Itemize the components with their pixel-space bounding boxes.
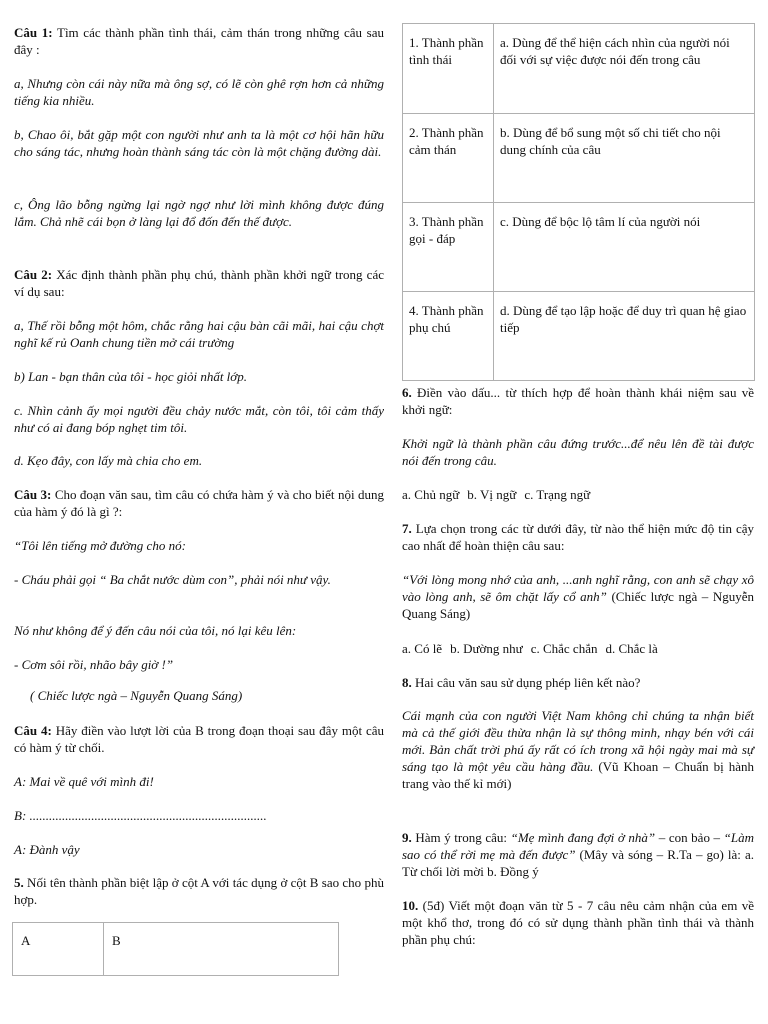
- option-b: b. Vị ngữ: [467, 487, 517, 502]
- question-7-options: [402, 640, 754, 657]
- question-9: [402, 829, 754, 880]
- option-d: d. Chắc là: [605, 641, 658, 656]
- question-3-line-4: - Cơm sôi rồi, nhão bây giờ !”: [14, 657, 174, 672]
- question-6: [402, 384, 754, 418]
- question-8-text: Hai câu văn sau sử dụng phép liên kết nào?: [411, 675, 641, 690]
- question-7-text: Lựa chọn trong các từ dưới đây, từ nào thể hiện mức độ tin cậy cao nhất để hoàn thiện câu sau:: [402, 521, 754, 553]
- option-a: a. Chủ ngữ: [402, 487, 460, 502]
- table-cell-function: a. Dùng để thể hiện cách nhìn của người nói đối với sự việc được nói đến trong câu: [494, 24, 755, 114]
- question-2: [14, 266, 384, 300]
- question-3-line-1: “Tôi lên tiếng mở đường cho nó:: [14, 538, 186, 553]
- question-3-line-2: - Cháu phải gọi “ Ba chắt nước dùm con”, phải nói như vậy.: [14, 572, 331, 587]
- question-4-text: Hãy điền vào lượt lời của B trong đoạn thoại sau đây một câu có hàm ý từ chối.: [14, 723, 384, 755]
- question-8-quote: [402, 707, 754, 792]
- question-4: [14, 722, 384, 756]
- table-cell-component: 2. Thành phần cảm thán: [403, 114, 494, 203]
- option-b: b. Dường như: [450, 641, 523, 656]
- question-1-text: Tìm các thành phần tình thái, cảm thán trong những câu sau đây :: [14, 25, 385, 57]
- question-9-text-3: (Mây và sóng – R.Ta – go) là: a. Từ chối lời mời b. Đồng ý: [402, 847, 754, 879]
- question-8-source: (Vũ Khoan – Chuẩn bị hành trang vào thế kỉ mới): [402, 759, 755, 791]
- table-row: [403, 24, 755, 114]
- question-9-quote-2: “Làm sao có thể rời mẹ mà đến được”: [402, 830, 754, 862]
- question-3-text: Cho đoạn văn sau, tìm câu có chứa hàm ý và cho biết nội dung của hàm ý đó là gì ?:: [14, 487, 384, 519]
- question-2-item-b: b) Lan - bạn thân của tôi - học giỏi nhất lớp.: [14, 369, 247, 384]
- question-6-options: [402, 486, 754, 503]
- question-8: [402, 674, 754, 691]
- option-c: c. Trạng ngữ: [524, 487, 591, 502]
- question-7-quote: [402, 571, 754, 622]
- option-a: a. Có lẽ: [402, 641, 443, 656]
- question-3-source: ( Chiếc lược ngà – Nguyễn Quang Sáng): [30, 688, 243, 703]
- question-10: [402, 897, 754, 948]
- table-row: [403, 203, 755, 292]
- question-4-line-a: A: Mai về quê với mình đi!: [14, 774, 154, 789]
- question-9-quote-1: “Mẹ mình đang đợi ở nhà”: [510, 830, 656, 845]
- table-cell-component: 3. Thành phần gọi - đáp: [403, 203, 494, 292]
- question-9-text-1: Hàm ý trong câu:: [411, 830, 511, 845]
- question-1-item-b: b, Chao ôi, bắt gặp một con người như anh ta là một cơ hội hãn hữu cho sáng tác, nhưng hoàn thành sáng tác còn là một chặng đường dài.: [14, 127, 384, 159]
- question-5-label: 5.: [14, 875, 24, 890]
- question-7-label: 7.: [402, 521, 412, 536]
- question-1-item-c: c, Ông lão bỗng ngừng lại ngờ ngợ như lời mình không được đúng lắm. Chả nhẽ cái bọn ở làng lại đổ đốn đến thế được.: [14, 197, 384, 229]
- question-2-item-d: d. Kẹo đây, con lấy mà chia cho em.: [14, 453, 203, 468]
- question-1: [14, 24, 384, 58]
- question-10-label: 10.: [402, 898, 419, 913]
- question-3-line-3: Nó như không để ý đến câu nói của tôi, nó lại kêu lên:: [14, 623, 297, 638]
- question-9-text-2: – con bảo –: [655, 830, 724, 845]
- question-7: [402, 520, 754, 554]
- question-4-line-a2: A: Đành vậy: [14, 842, 80, 857]
- table-row: [403, 292, 755, 381]
- question-2-label: Câu 2:: [14, 267, 53, 282]
- question-2-text: Xác định thành phần phụ chú, thành phần khởi ngữ trong các ví dụ sau:: [14, 267, 384, 299]
- ab-table-header-row: [13, 923, 339, 976]
- question-1-item-a: a, Nhưng còn cái này nữa mà ông sợ, có lẽ còn ghê rợn hơn cả những tiếng kia nhiều.: [14, 76, 384, 108]
- question-6-label: 6.: [402, 385, 412, 400]
- table-cell-component: 4. Thành phần phụ chú: [403, 292, 494, 381]
- table-row: [403, 114, 755, 203]
- table-cell-function: d. Dùng để tạo lập hoặc để duy trì quan hệ giao tiếp: [494, 292, 755, 381]
- question-6-definition: Khởi ngữ là thành phần câu đứng trước...để nêu lên đề tài được nói đến trong câu.: [402, 436, 754, 468]
- question-9-label: 9.: [402, 830, 412, 845]
- matching-table: [402, 23, 755, 381]
- table-cell-component: 1. Thành phần tình thái: [403, 24, 494, 114]
- ab-column-a: A: [13, 923, 104, 976]
- question-2-item-c: c. Nhìn cảnh ấy mọi người đều chảy nước mắt, còn tôi, tôi cảm thấy như có ai đang bóp nghẹt tim tôi.: [14, 403, 384, 435]
- question-6-text: Điền vào dấu... từ thích hợp để hoàn thành khái niệm sau về khởi ngữ:: [402, 385, 754, 417]
- option-c: c. Chắc chắn: [530, 641, 598, 656]
- question-8-quote-text: Cái mạnh của con người Việt Nam không chỉ chúng ta nhận biết mà cả thế giới đều thừa nhận là sự thông minh, nhạy bén với cái mới. Bản chất trời phú ấy rất có ích trong xã hội ngày mai mà sự sáng tạo là một yêu cầu hàng đầu.: [402, 708, 754, 774]
- question-5-text: Nối tên thành phần biệt lập ở cột A với tác dụng ở cột B sao cho phù hợp.: [14, 875, 384, 907]
- question-2-item-a: a, Thế rồi bỗng một hôm, chắc rằng hai cậu bàn cãi mãi, hai cậu chợt nghĩ kế rủ Oanh chung tiền mở cái trường: [14, 318, 384, 350]
- table-cell-function: c. Dùng để bộc lộ tâm lí của người nói: [494, 203, 755, 292]
- question-10-text: (5đ) Viết một đoạn văn từ 5 - 7 câu nêu cảm nhận của em về một khổ thơ, trong đó có sử dụng thành phần tình thái và thành phần phụ chú:: [402, 898, 754, 947]
- question-3-label: Câu 3:: [14, 487, 52, 502]
- question-5: [14, 874, 384, 908]
- table-cell-function: b. Dùng để bổ sung một số chi tiết cho nội dung chính của câu: [494, 114, 755, 203]
- question-3: [14, 486, 384, 520]
- question-1-label: Câu 1:: [14, 25, 53, 40]
- question-4-line-b: B: .........................................................................: [14, 808, 267, 823]
- question-4-label: Câu 4:: [14, 723, 52, 738]
- ab-table: [12, 922, 339, 976]
- question-8-label: 8.: [402, 675, 412, 690]
- question-7-source: (Chiếc lược ngà – Nguyễn Quang Sáng): [402, 589, 754, 621]
- ab-column-b: B: [104, 923, 339, 976]
- question-7-quote-text: “Với lòng mong nhớ của anh, ...anh nghĩ rằng, con anh sẽ chạy xô vào lòng anh, sẽ ôm chặt lấy cổ anh”: [402, 572, 754, 604]
